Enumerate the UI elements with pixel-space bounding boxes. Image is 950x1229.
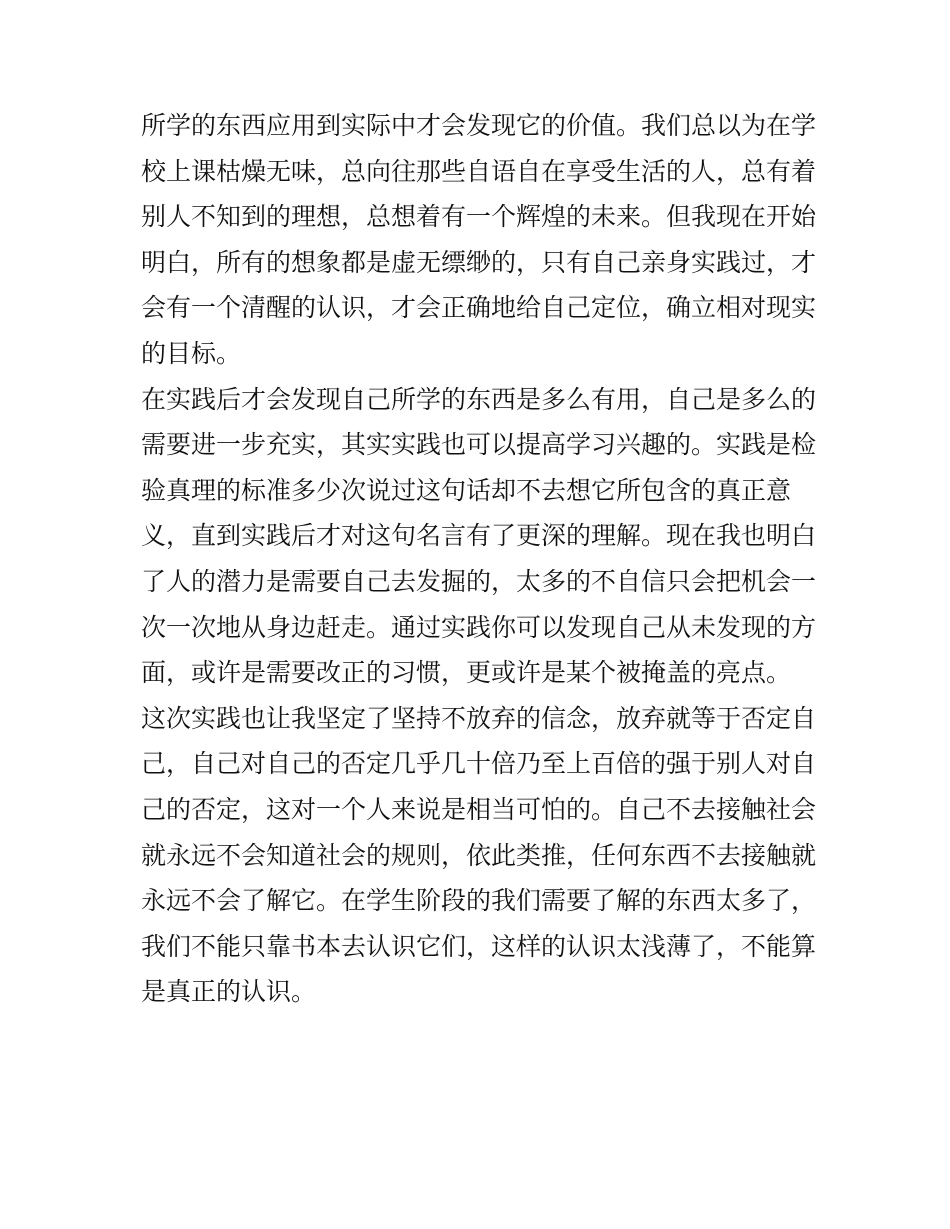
text-line: 己的否定，这对一个人来说是相当可怕的。自己不去接触社会 xyxy=(141,794,817,824)
text-line: 需要进一步充实，其实实践也可以提高学习兴趣的。实践是检 xyxy=(141,430,817,460)
text-line: 就永远不会知道社会的规则，依此类推，任何东西不去接触就 xyxy=(141,840,817,870)
text-line: 永远不会了解它。在学生阶段的我们需要了解的东西太多了， xyxy=(141,886,817,916)
text-line: 己，自己对自己的否定几乎几十倍乃至上百倍的强于别人对自 xyxy=(141,749,817,779)
text-line: 验真理的标准多少次说过这句话却不去想它所包含的真正意 xyxy=(141,475,792,505)
text-line: 校上课枯燥无味，总向往那些自语自在享受生活的人，总有着 xyxy=(141,156,817,186)
text-line: 明白，所有的想象都是虚无缥缈的，只有自己亲身实践过，才 xyxy=(141,247,817,277)
text-line: 别人不知到的理想，总想着有一个辉煌的未来。但我现在开始 xyxy=(141,202,817,232)
text-line: 了人的潜力是需要自己去发掘的，太多的不自信只会把机会一 xyxy=(141,566,817,596)
text-line: 是真正的认识。 xyxy=(141,977,317,1007)
body-text xyxy=(141,103,821,1015)
text-line: 义，直到实践后才对这句名言有了更深的理解。现在我也明白 xyxy=(141,521,817,551)
text-line: 面，或许是需要改正的习惯，更或许是某个被掩盖的亮点。 xyxy=(141,658,792,688)
text-line: 会有一个清醒的认识，才会正确地给自己定位，确立相对现实 xyxy=(141,293,817,323)
text-line: 在实践后才会发现自己所学的东西是多么有用，自己是多么的 xyxy=(141,384,817,414)
text-line: 我们不能只靠书本去认识它们，这样的认识太浅薄了，不能算 xyxy=(141,931,817,961)
text-line: 的目标。 xyxy=(141,338,242,368)
text-line: 次一次地从身边赶走。通过实践你可以发现自己从未发现的方 xyxy=(141,612,817,642)
text-line: 所学的东西应用到实际中才会发现它的价值。我们总以为在学 xyxy=(141,111,817,140)
text-line: 这次实践也让我坚定了坚持不放弃的信念，放弃就等于否定自 xyxy=(141,703,817,733)
